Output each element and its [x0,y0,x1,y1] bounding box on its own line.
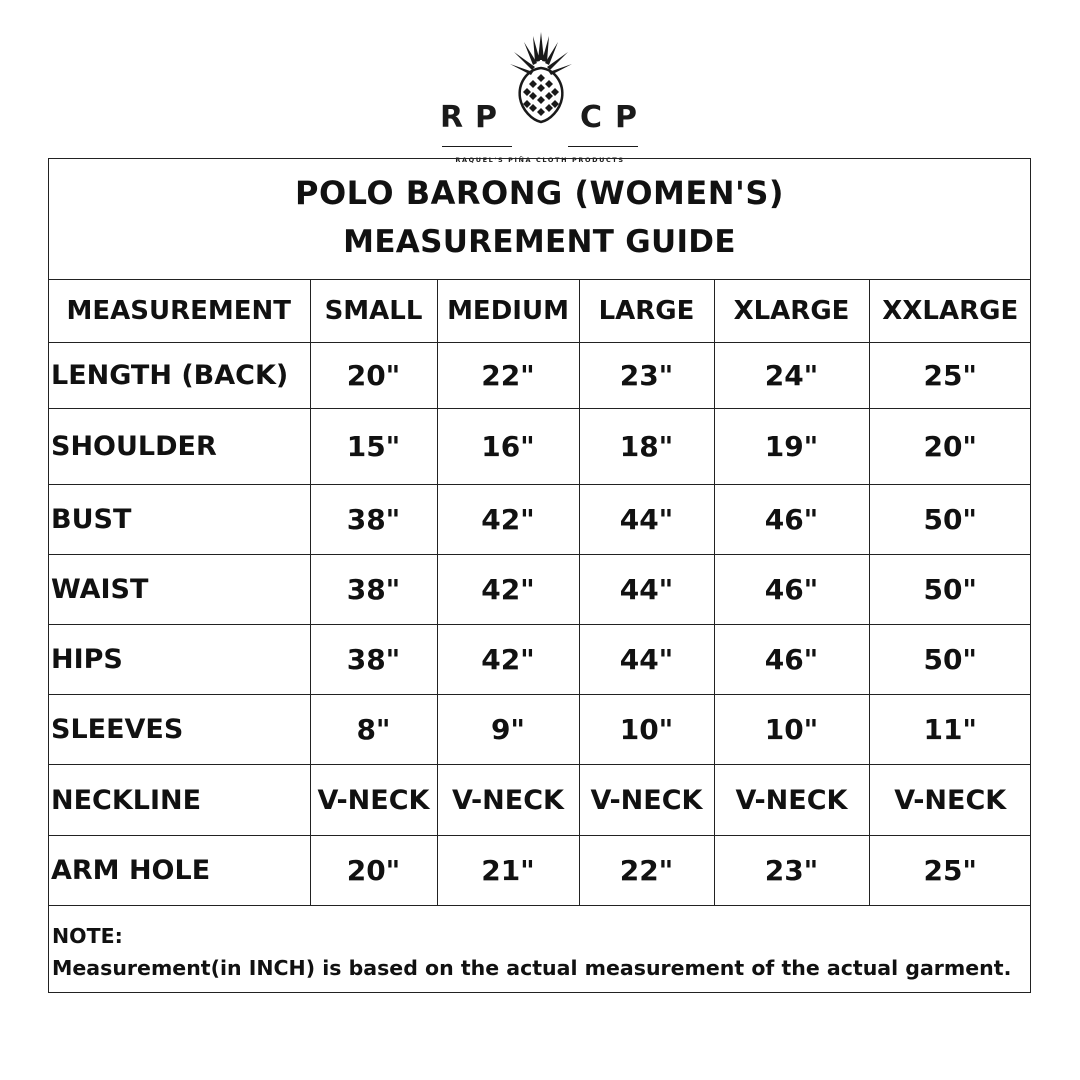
cell-value: 18" [579,409,714,485]
cell-value: 8" [310,695,437,765]
header-large: LARGE [579,280,714,343]
logo-letter-r: R [440,100,464,135]
cell-value: V-NECK [579,765,714,836]
cell-value: 42" [437,485,579,555]
header-xxlarge: XXLARGE [869,280,1031,343]
logo-tagline: RAQUEL'S PIÑA CLOTH PRODUCTS [455,156,625,164]
cell-value: 46" [714,555,869,625]
cell-value: 20" [310,836,437,906]
cell-value: 46" [714,625,869,695]
page-subtitle: MEASUREMENT GUIDE [343,224,736,260]
header-medium: MEDIUM [437,280,579,343]
cell-value: 38" [310,485,437,555]
cell-value: 44" [579,625,714,695]
page-title: POLO BARONG (WOMEN'S) [294,174,784,212]
cell-value: 23" [714,836,869,906]
logo-letter-p: P [475,100,497,135]
cell-value: V-NECK [714,765,869,836]
cell-value: 24" [714,343,869,409]
table-row [48,695,1031,765]
cell-value: V-NECK [310,765,437,836]
cell-value: 42" [437,625,579,695]
cell-value: 46" [714,485,869,555]
cell-value: 38" [310,625,437,695]
row-label: SLEEVES [48,695,310,765]
table-header-row [48,280,1031,343]
table-row [48,485,1031,555]
note-heading: NOTE: [52,924,123,948]
title-block [48,158,1031,280]
cell-value: 21" [437,836,579,906]
cell-value: 10" [714,695,869,765]
cell-value: 10" [579,695,714,765]
row-label: BUST [48,485,310,555]
cell-value: 23" [579,343,714,409]
cell-value: 44" [579,555,714,625]
header-xlarge: XLARGE [714,280,869,343]
cell-value: 38" [310,555,437,625]
measurement-table [48,280,1031,906]
pineapple-icon [506,30,576,125]
logo-letter-c: C [580,100,603,135]
row-label: SHOULDER [48,409,310,485]
row-label: HIPS [48,625,310,695]
cell-value: 22" [579,836,714,906]
table-row [48,625,1031,695]
cell-value: 19" [714,409,869,485]
logo-letter-p2: P [615,100,637,135]
note-block [52,920,1022,984]
cell-value: 44" [579,485,714,555]
cell-value: 9" [437,695,579,765]
cell-value: 50" [869,485,1031,555]
cell-value: 16" [437,409,579,485]
logo-rule-right [568,146,638,147]
row-label: LENGTH (BACK) [48,343,310,409]
table-row [48,555,1031,625]
header-small: SMALL [310,280,437,343]
cell-value: 50" [869,625,1031,695]
logo-rule-left [442,146,512,147]
cell-value: 50" [869,555,1031,625]
cell-value: V-NECK [869,765,1031,836]
cell-value: 11" [869,695,1031,765]
table-row [48,343,1031,409]
cell-value: 25" [869,836,1031,906]
cell-value: V-NECK [437,765,579,836]
cell-value: 20" [869,409,1031,485]
table-row [48,836,1031,906]
table-row [48,409,1031,485]
cell-value: 20" [310,343,437,409]
cell-value: 25" [869,343,1031,409]
cell-value: 42" [437,555,579,625]
table-row [48,765,1031,836]
cell-value: 22" [437,343,579,409]
cell-value: 15" [310,409,437,485]
note-text: Measurement(in INCH) is based on the actual measurement of the actual garment. [52,956,1012,980]
row-label: NECKLINE [48,765,310,836]
header-measurement: MEASUREMENT [48,280,310,343]
brand-logo [440,30,640,164]
row-label: WAIST [48,555,310,625]
row-label: ARM HOLE [48,836,310,906]
